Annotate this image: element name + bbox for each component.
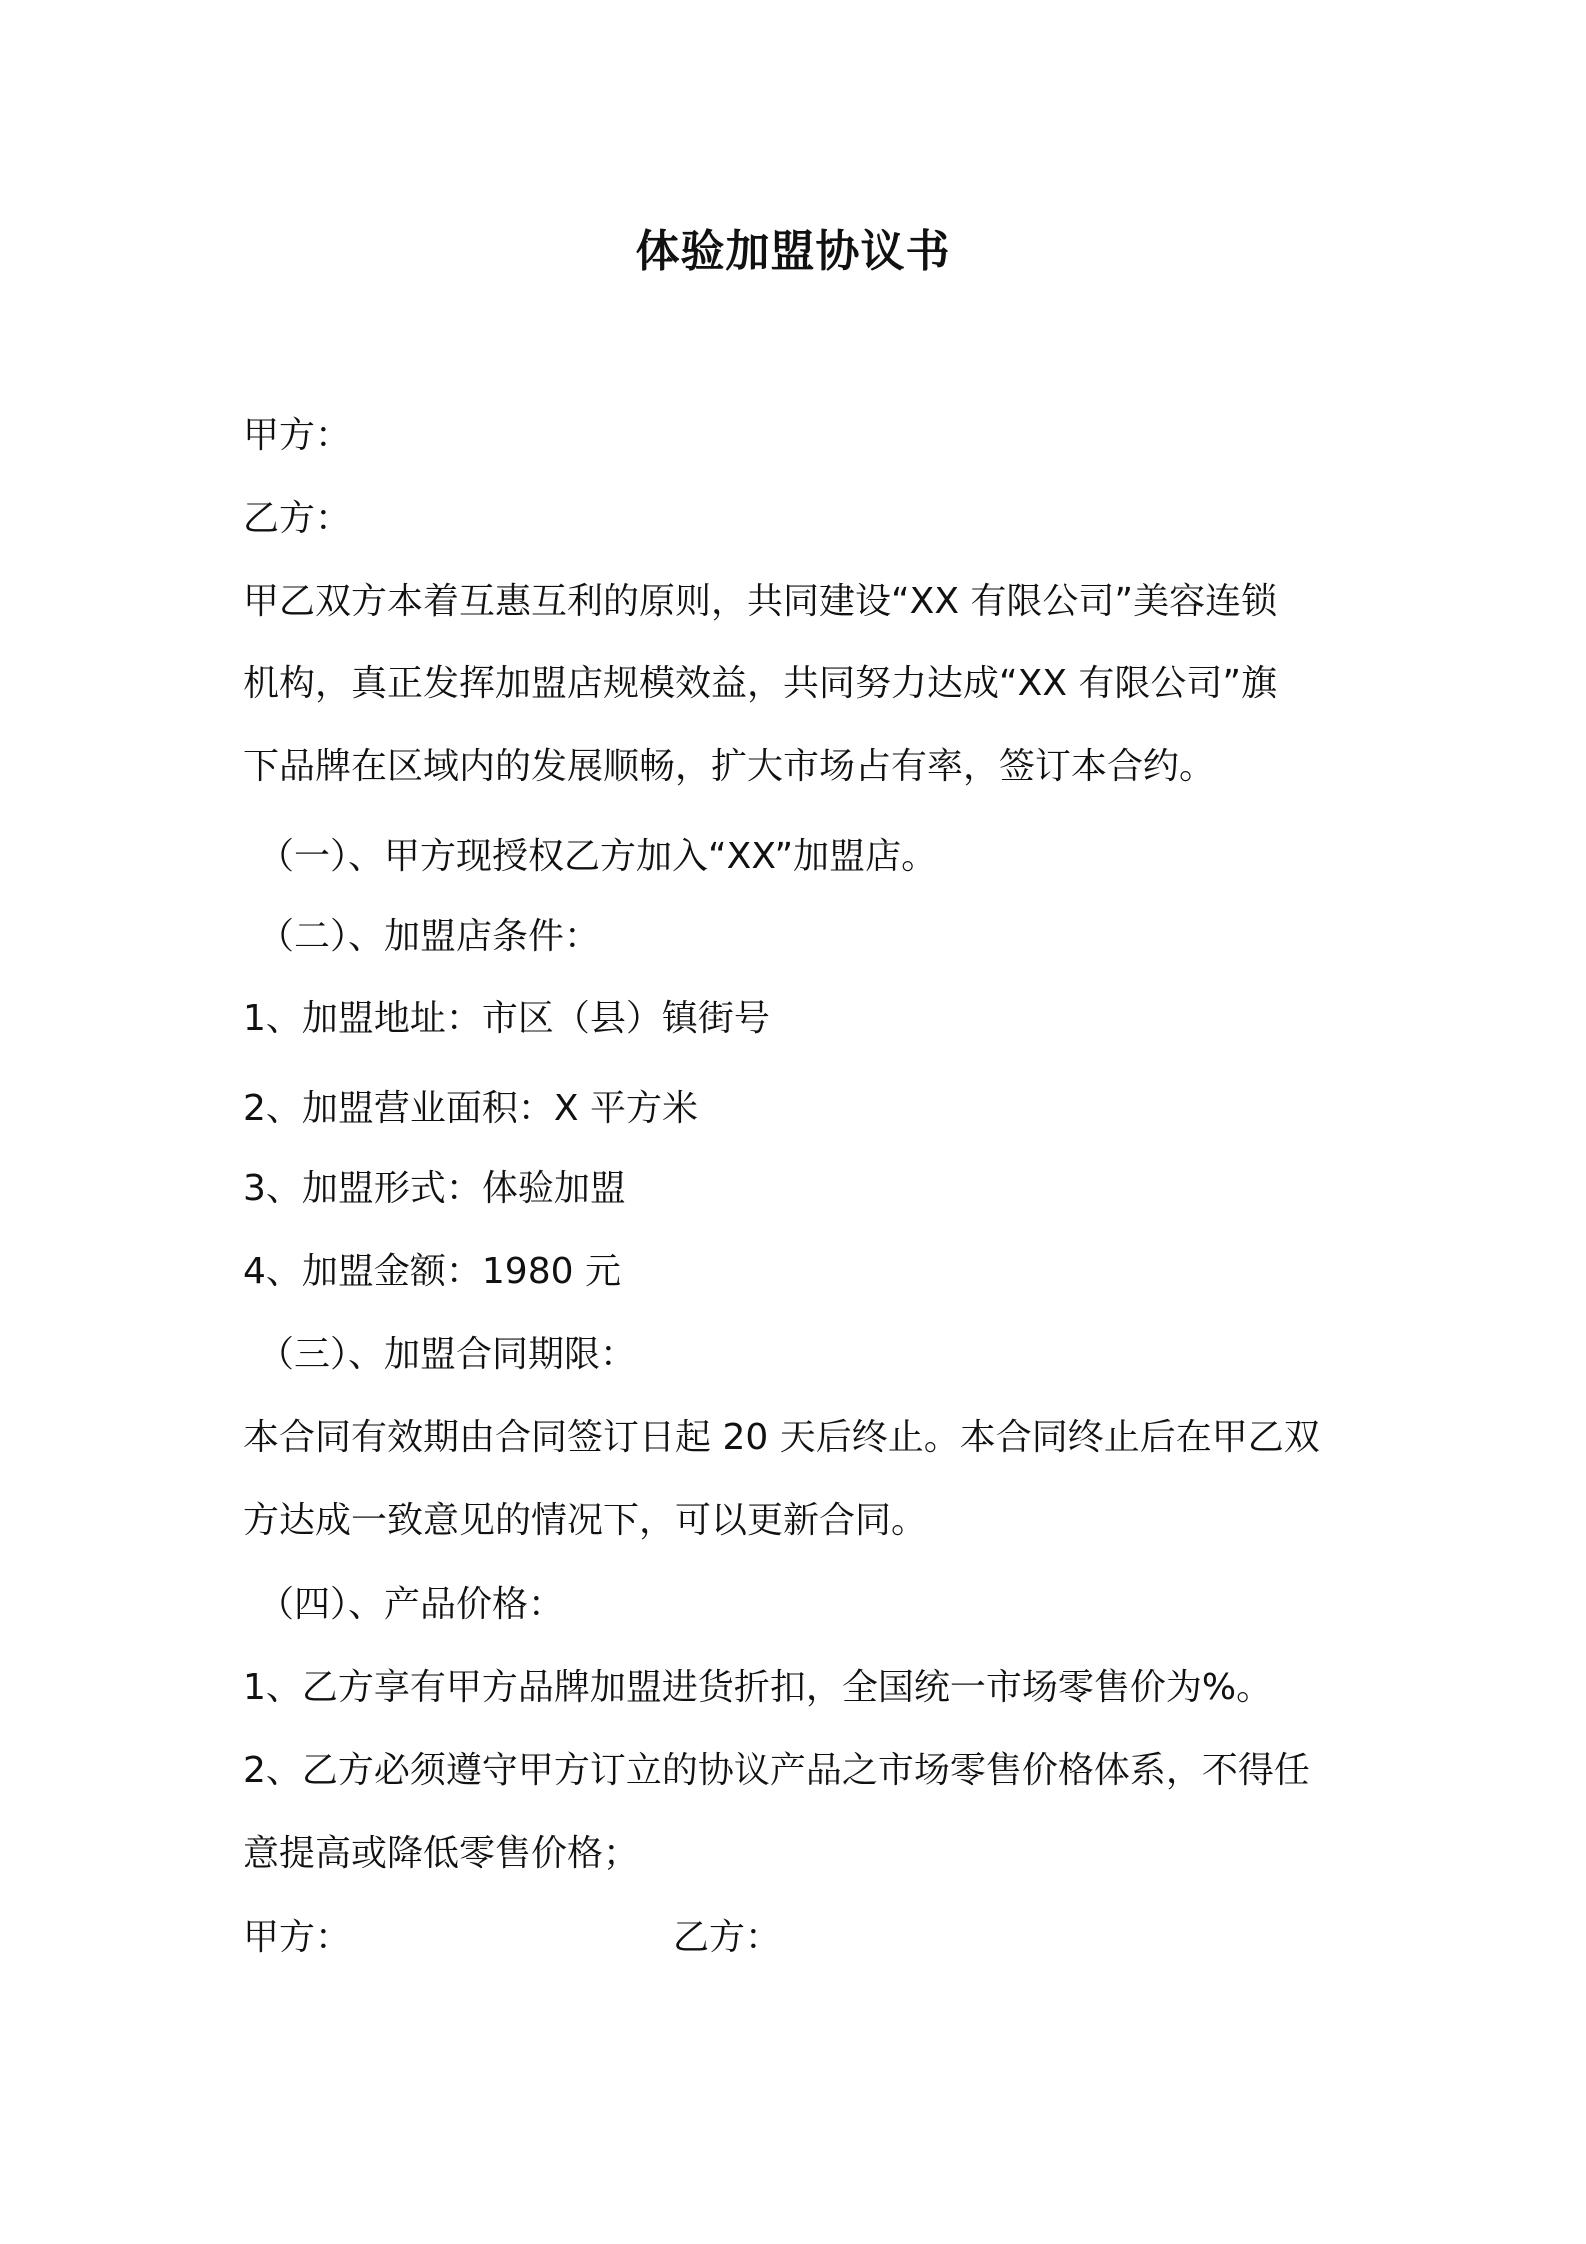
- section-3-line-2: 方达成一致意见的情况下，可以更新合同。: [243, 1500, 928, 1541]
- section-2-item-3: 3、加盟形式：体验加盟: [243, 1168, 626, 1209]
- section-4-heading: （四）、产品价格：: [258, 1584, 565, 1625]
- section-2-item-1: 1、加盟地址：市区（县）镇街号: [243, 998, 770, 1039]
- section-2-heading: （二）、加盟店条件：: [258, 916, 601, 957]
- intro-line-3: 下品牌在区域内的发展顺畅，扩大市场占有率，签订本合约。: [243, 746, 1216, 787]
- document-title: 体验加盟协议书: [635, 226, 951, 277]
- party-b-label: 乙方：: [243, 498, 352, 539]
- section-4-line-2: 2、乙方必须遵守甲方订立的协议产品之市场零售价格体系，不得任: [243, 1750, 1310, 1791]
- section-3-heading: （三）、加盟合同期限：: [258, 1334, 637, 1375]
- intro-line-1: 甲乙双方本着互惠互利的原则，共同建设“XX 有限公司”美容连锁: [243, 581, 1278, 622]
- party-a-label: 甲方：: [243, 415, 352, 456]
- section-3-line-1: 本合同有效期由合同签订日起 20 天后终止。本合同终止后在甲乙双: [243, 1417, 1320, 1458]
- section-1-heading: （一）、甲方现授权乙方加入“XX”加盟店。: [258, 836, 938, 877]
- section-4-line-1: 1、乙方享有甲方品牌加盟进货折扣，全国统一市场零售价为%。: [243, 1667, 1273, 1708]
- intro-line-2: 机构，真正发挥加盟店规模效益，共同努力达成“XX 有限公司”旗: [243, 663, 1278, 704]
- signature-party-a: 甲方：: [243, 1917, 352, 1958]
- section-2-item-2: 2、加盟营业面积：X 平方米: [243, 1088, 699, 1129]
- section-4-line-3: 意提高或降低零售价格；: [243, 1833, 640, 1874]
- section-2-item-4: 4、加盟金额：1980 元: [243, 1251, 621, 1292]
- signature-party-b: 乙方：: [673, 1917, 782, 1958]
